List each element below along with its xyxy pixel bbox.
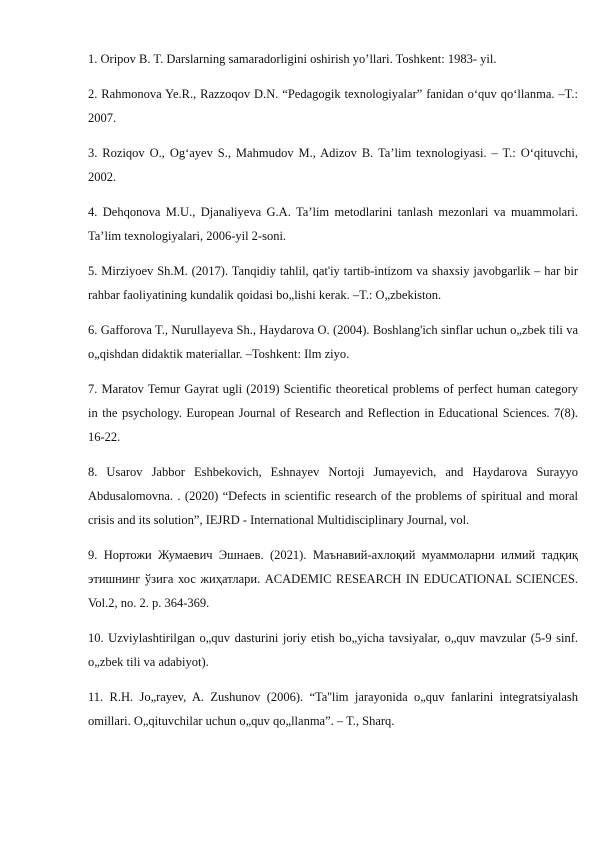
reference-item: 3. Roziqov O., Og‘ayev S., Mahmudov M., Adizov B. Ta’lim texnologiyasi. – T.: O‘qituvchi, 2002. (88, 146, 578, 184)
reference-item: 9. Нортожи Жумаевич Эшнаев. (2021). Маънавий-ахлоқий муаммоларни илмий тадқиқ этишнинг ўзига хос жиҳатлари. ACADEMIC RESEARCH IN EDUCATIONAL SCIENCES. Vol.2, no. 2. p. 364-369. (88, 548, 578, 610)
reference-item: 5. Mirziyoev Sh.M. (2017). Tanqidiy tahlil, qat'iy tartib-intizom va shaxsiy javobgarlik – har bir rahbar faoliyatining kundalik qoidasi bo„lishi kerak. –T.: O„zbekiston. (88, 264, 578, 302)
reference-item: 7. Maratov Temur Gayrat ugli (2019) Scientific theoretical problems of perfect human category in the psychology. European Journal of Research and Reflection in Educational Sciences. 7(8). 16-22. (88, 382, 578, 444)
reference-item: 6. Gafforova T., Nurullayeva Sh., Haydarova O. (2004). Boshlang'ich sinflar uchun o„zbek tili va o„qishdan didaktik materiallar. –Toshkent: Ilm ziyo. (88, 323, 578, 361)
reference-item: 2. Rahmonova Ye.R., Razzoqov D.N. “Pedagogik texnologiyalar” fanidan o‘quv qo‘llanma. –T.: 2007. (88, 87, 578, 125)
reference-item: 10. Uzviylashtirilgan o„quv dasturini joriy etish bo„yicha tavsiyalar, o„quv mavzular (5-9 sinf. o„zbek tili va adabiyot). (88, 631, 578, 669)
reference-item: 11. R.H. Jo„rayev, A. Zushunov (2006). “Ta''lim jarayonida o„quv fanlarini integratsiyalash omillari. O„qituvchilar uchun o„quv qo„llanma”. – T., Sharq. (88, 690, 578, 728)
reference-item: 1. Oripov B. T. Darslarning samaradorligini oshirish yo’llari. Toshkent: 1983- yil. (88, 52, 497, 66)
reference-item: 4. Dehqonova M.U., Djanaliyeva G.A. Ta’lim metodlarini tanlash mezonlari va muammolari. Ta’lim texnologiyalari, 2006-yil 2-soni. (88, 205, 578, 243)
reference-item: 8. Usarov Jabbor Eshbekovich, Eshnayev Nortoji Jumayevich, and Haydarova Surayyo Abdusalomovna. . (2020) “Defects in scientific research of the problems of spiritual and moral crisis and its solution”, IEJRD - International Multidisciplinary Journal, vol. (88, 465, 578, 527)
